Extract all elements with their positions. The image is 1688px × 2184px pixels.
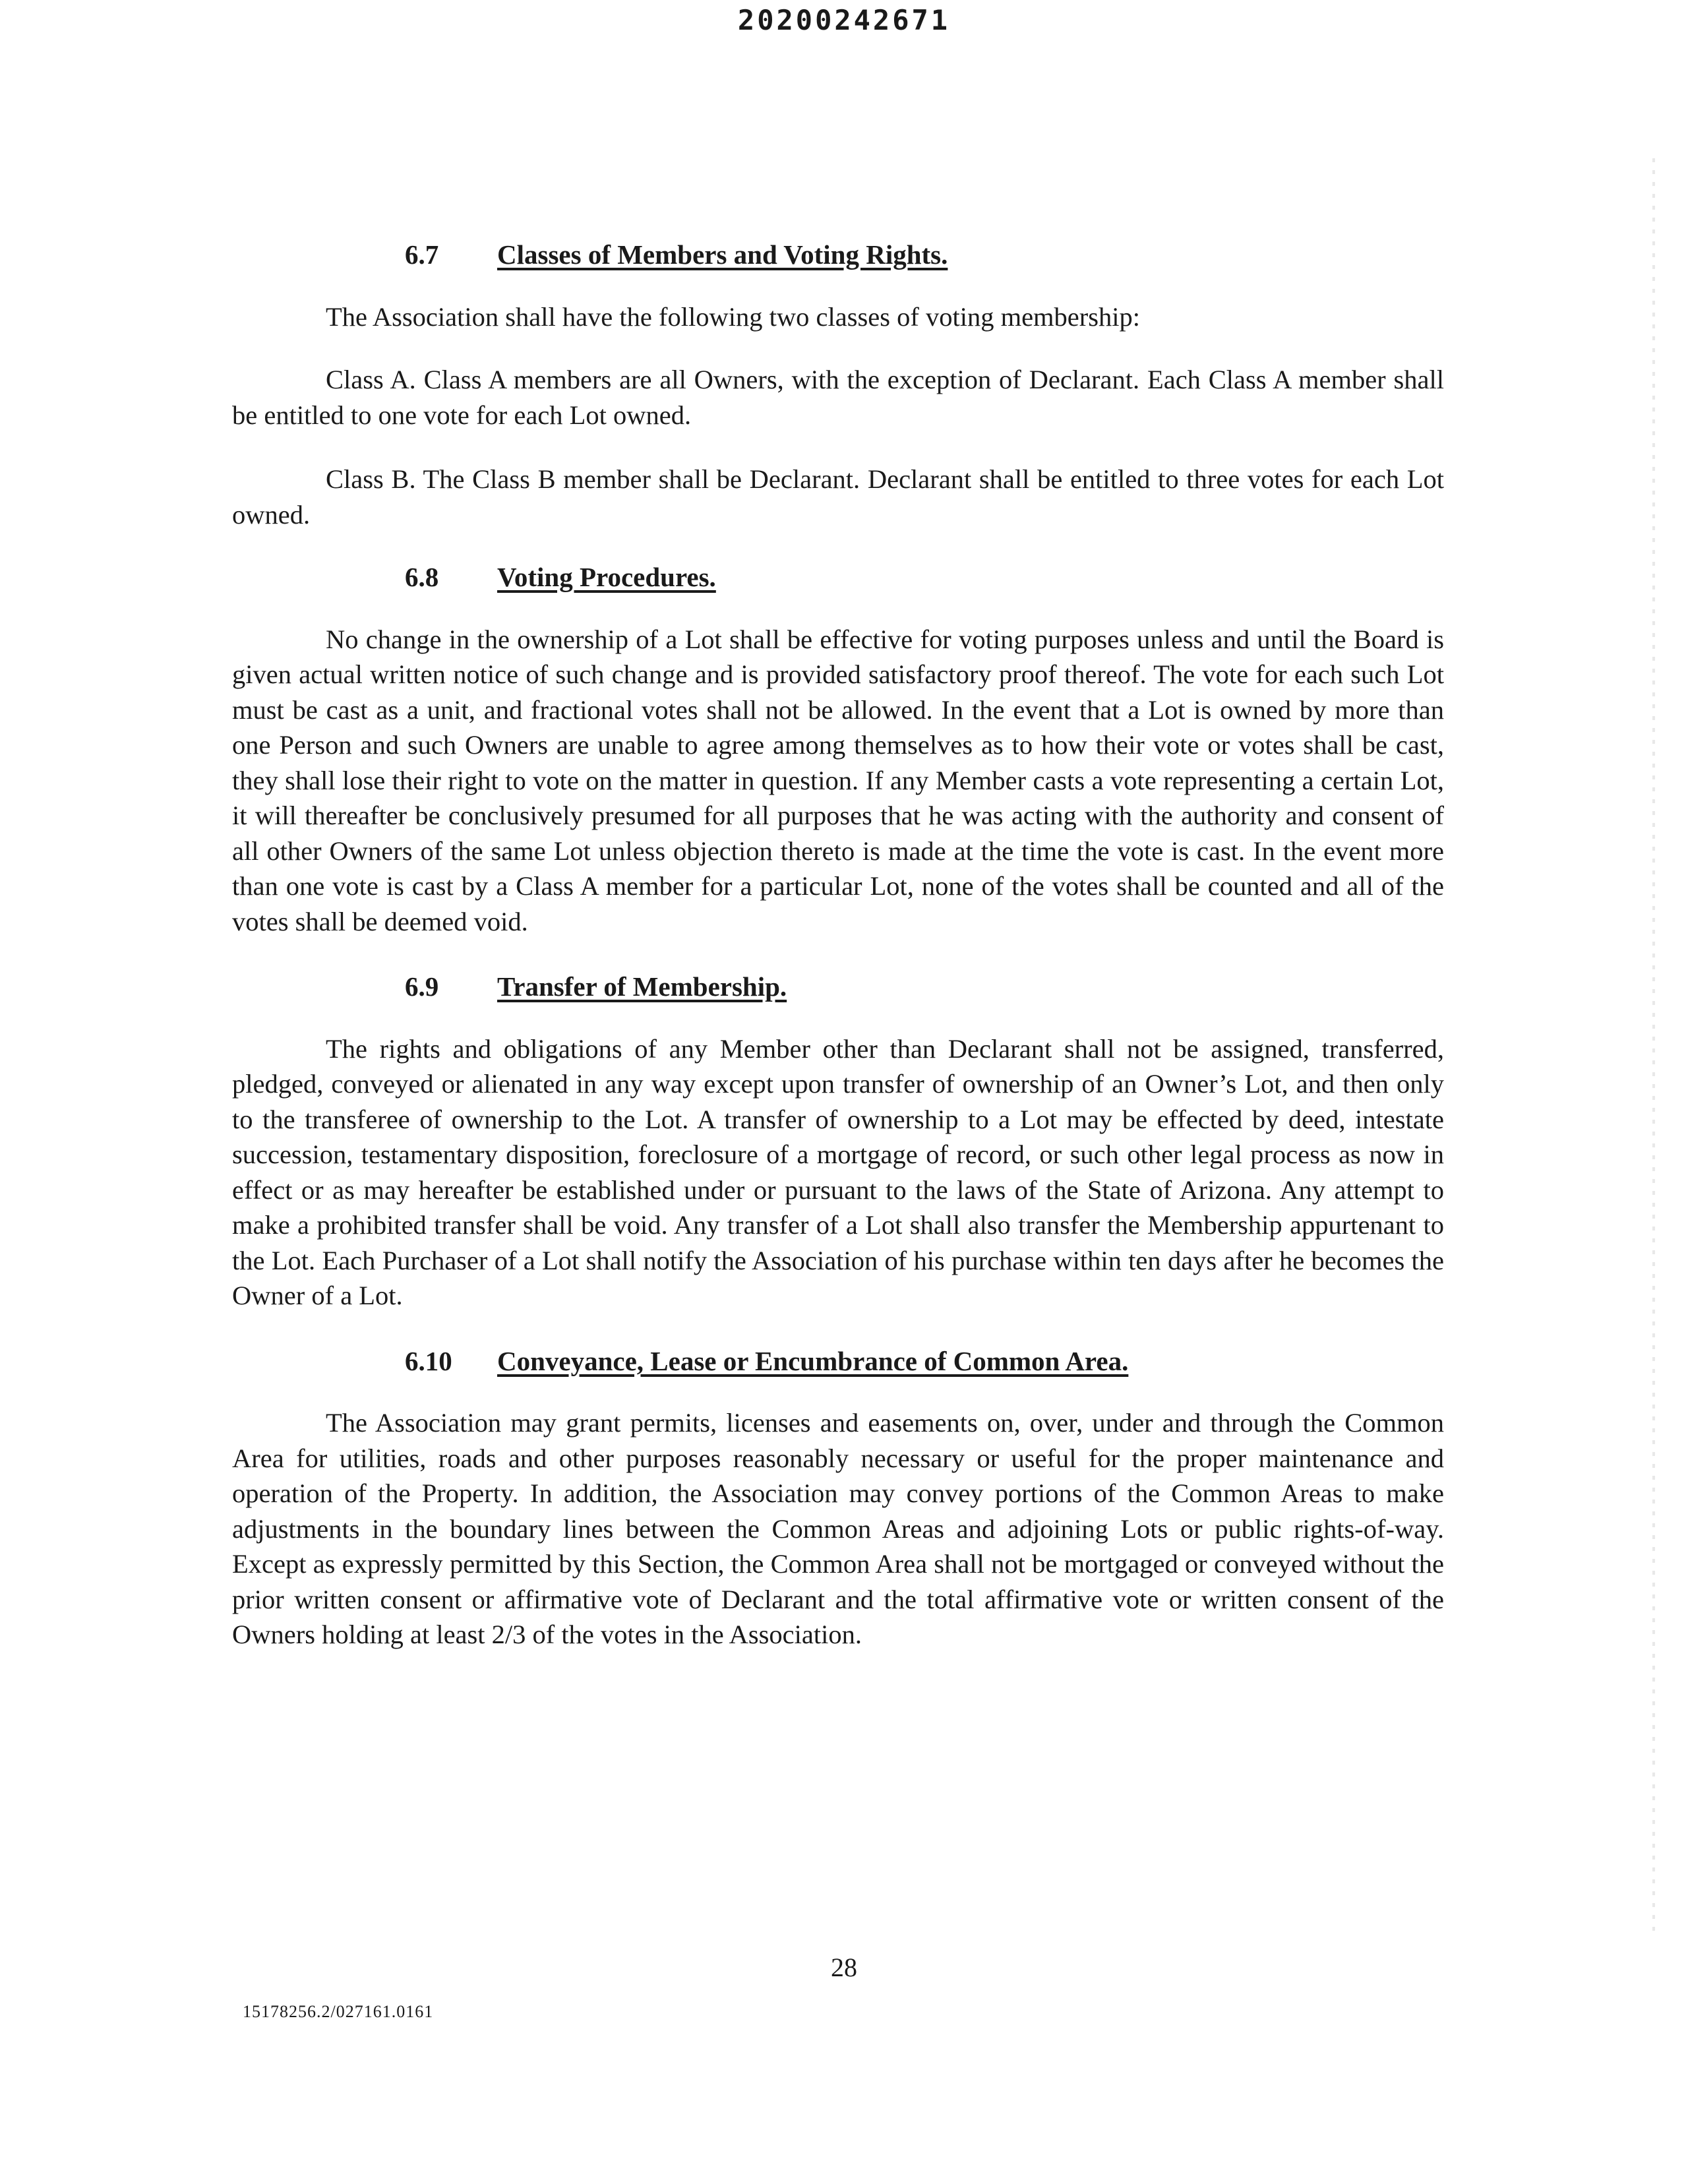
paragraph-class-b: Class B. The Class B member shall be Declarant. Declarant shall be entitled to three votes for each Lot owned. (232, 464, 1444, 530)
section-title: Conveyance, Lease or Encumbrance of Common Area. (497, 1345, 1129, 1376)
paragraph: The Association may grant permits, licenses and easements on, over, under and through the Common Area for utilities, roads and other purposes reasonably necessary or useful for the proper maintenance and operation of the Property. In addition, the Association may convey portions of the Common Areas to make adjustments in the boundary lines between the Common Areas and adjoining Lots or public rights-of-way. Except as expressly permitted by this Section, the Common Area shall not be mortgaged or conveyed without the prior written consent or affirmative vote of Declarant and the total affirmative vote or written consent of the Owners holding at least 2/3 of the votes in the Association. (232, 1408, 1444, 1649)
scan-edge-artifact (1652, 158, 1655, 1939)
section-heading-6-8 (232, 560, 1444, 595)
section-number: 6.10 (405, 1345, 452, 1376)
document-body (232, 237, 1444, 1683)
document-id: 15178256.2/027161.0161 (243, 2002, 434, 2021)
section-number: 6.8 (405, 562, 439, 592)
section-number: 6.9 (405, 971, 439, 1002)
paragraph: The rights and obligations of any Member other than Declarant shall not be assigned, transferred, pledged, conveyed or alienated in any way except upon transfer of ownership of an Owner’s Lot, and then only to the transferee of ownership to the Lot. A transfer of ownership to a Lot may be effected by deed, intestate succession, testamentary disposition, foreclosure of a mortgage of record, or such other legal process as now in effect or as may hereafter be established under or pursuant to the laws of the State of Arizona. Any attempt to make a prohibited transfer shall be void. Any transfer of a Lot shall also transfer the Membership appurtenant to the Lot. Each Purchaser of a Lot shall notify the Association of his purchase within ten days after he becomes the Owner of a Lot. (232, 1033, 1444, 1310)
page-number: 28 (831, 1953, 857, 1982)
section-heading-6-9 (232, 969, 1444, 1005)
section-title: Transfer of Membership. (497, 971, 787, 1002)
section-number: 6.7 (405, 239, 439, 270)
section-heading-6-10 (232, 1344, 1444, 1380)
section-title: Voting Procedures. (497, 562, 716, 592)
recording-number: 20200242671 (737, 4, 951, 36)
section-title: Classes of Members and Voting Rights. (497, 239, 948, 270)
paragraph: The Association shall have the following two classes of voting membership: (326, 301, 1141, 332)
paragraph-class-a: Class A. Class A members are all Owners, with the exception of Declarant. Each Class A member shall be entitled to one vote for each Lot owned. (232, 365, 1444, 430)
paragraph: No change in the ownership of a Lot shall be effective for voting purposes unless and until the Board is given actual written notice of such change and is provided satisfactory proof thereof. The vote for each such Lot must be cast as a unit, and fractional votes shall not be allowed. In the event that a Lot is owned by more than one Person and such Owners are unable to agree among themselves as to how their vote or votes shall be cast, they shall lose their right to vote on the matter in question. If any Member casts a vote representing a certain Lot, it will thereafter be conclusively presumed for all purposes that he was acting with the authority and consent of all other Owners of the same Lot unless objection thereto is made at the time the vote is cast. In the event more than one vote is cast by a Class A member for a particular Lot, none of the votes shall be counted and all of the votes shall be deemed void. (232, 624, 1444, 936)
section-heading-6-7 (232, 237, 1444, 273)
